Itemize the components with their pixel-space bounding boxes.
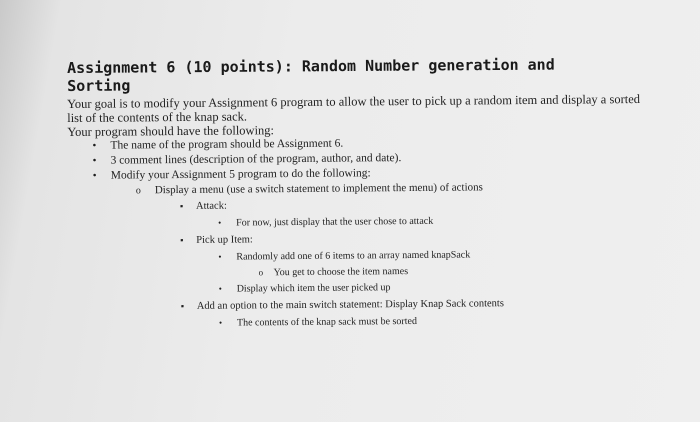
bullet-icon: • [92,139,97,152]
bullet-icon: • [92,154,97,167]
square-bullet-icon: ▪ [180,234,184,246]
bullet-icon: • [218,217,222,228]
list-item-pick-up: ▪ Pick up Item: [68,228,668,250]
intro-line-2: list of the contents of the knap sack. [67,109,248,125]
circle-bullet-icon: o [258,267,264,278]
list-item-comment-lines: • 3 comment lines (description of the program, author, and date). [92,152,402,167]
list-item-sorted: • The contents of the knap sack must be sorted [69,311,669,333]
intro-line-1: Your goal is to modify your Assignment 6 program to allow the user to pick up a random item and display a sorted [67,91,641,111]
heading-line-1: Assignment 6 (10 points): Random Number generation and [67,55,555,77]
assignment-heading [67,55,667,95]
square-bullet-icon: ▪ [180,300,185,312]
square-bullet-icon: ▪ [179,200,184,212]
assignment-body [67,92,669,333]
bullet-icon: • [218,283,222,294]
list-item-choose-names: o You get to choose the item names [68,262,668,282]
bullet-icon: • [92,169,97,182]
heading-line-2: Sorting [67,76,131,95]
list-item-modify: • Modify your Assignment 5 program to do the following: [92,167,371,182]
circle-bullet-icon: o [135,185,141,197]
list-item-attack-detail: • For now, just display that the user chose to attack [68,211,668,233]
list-item-program-name: • The name of the program should be Assignment 6. [92,137,344,152]
bullet-icon: • [218,251,222,262]
list-item-attack: ▪ Attack: [68,194,668,216]
bullet-icon: • [218,317,223,328]
list-item-add-option: ▪ Add an option to the main switch statement: Display Knap Sack contents [69,294,669,316]
intro-line-3: Your program should have the following: [67,123,275,139]
list-item-randomly-add: • Randomly add one of 6 items to an array named knapSack [68,245,668,267]
list-item-display-menu: o Display a menu (use a switch statement to implement the menu) of actions [135,181,483,197]
list-item-display-picked: • Display which item the user picked up [69,277,669,299]
